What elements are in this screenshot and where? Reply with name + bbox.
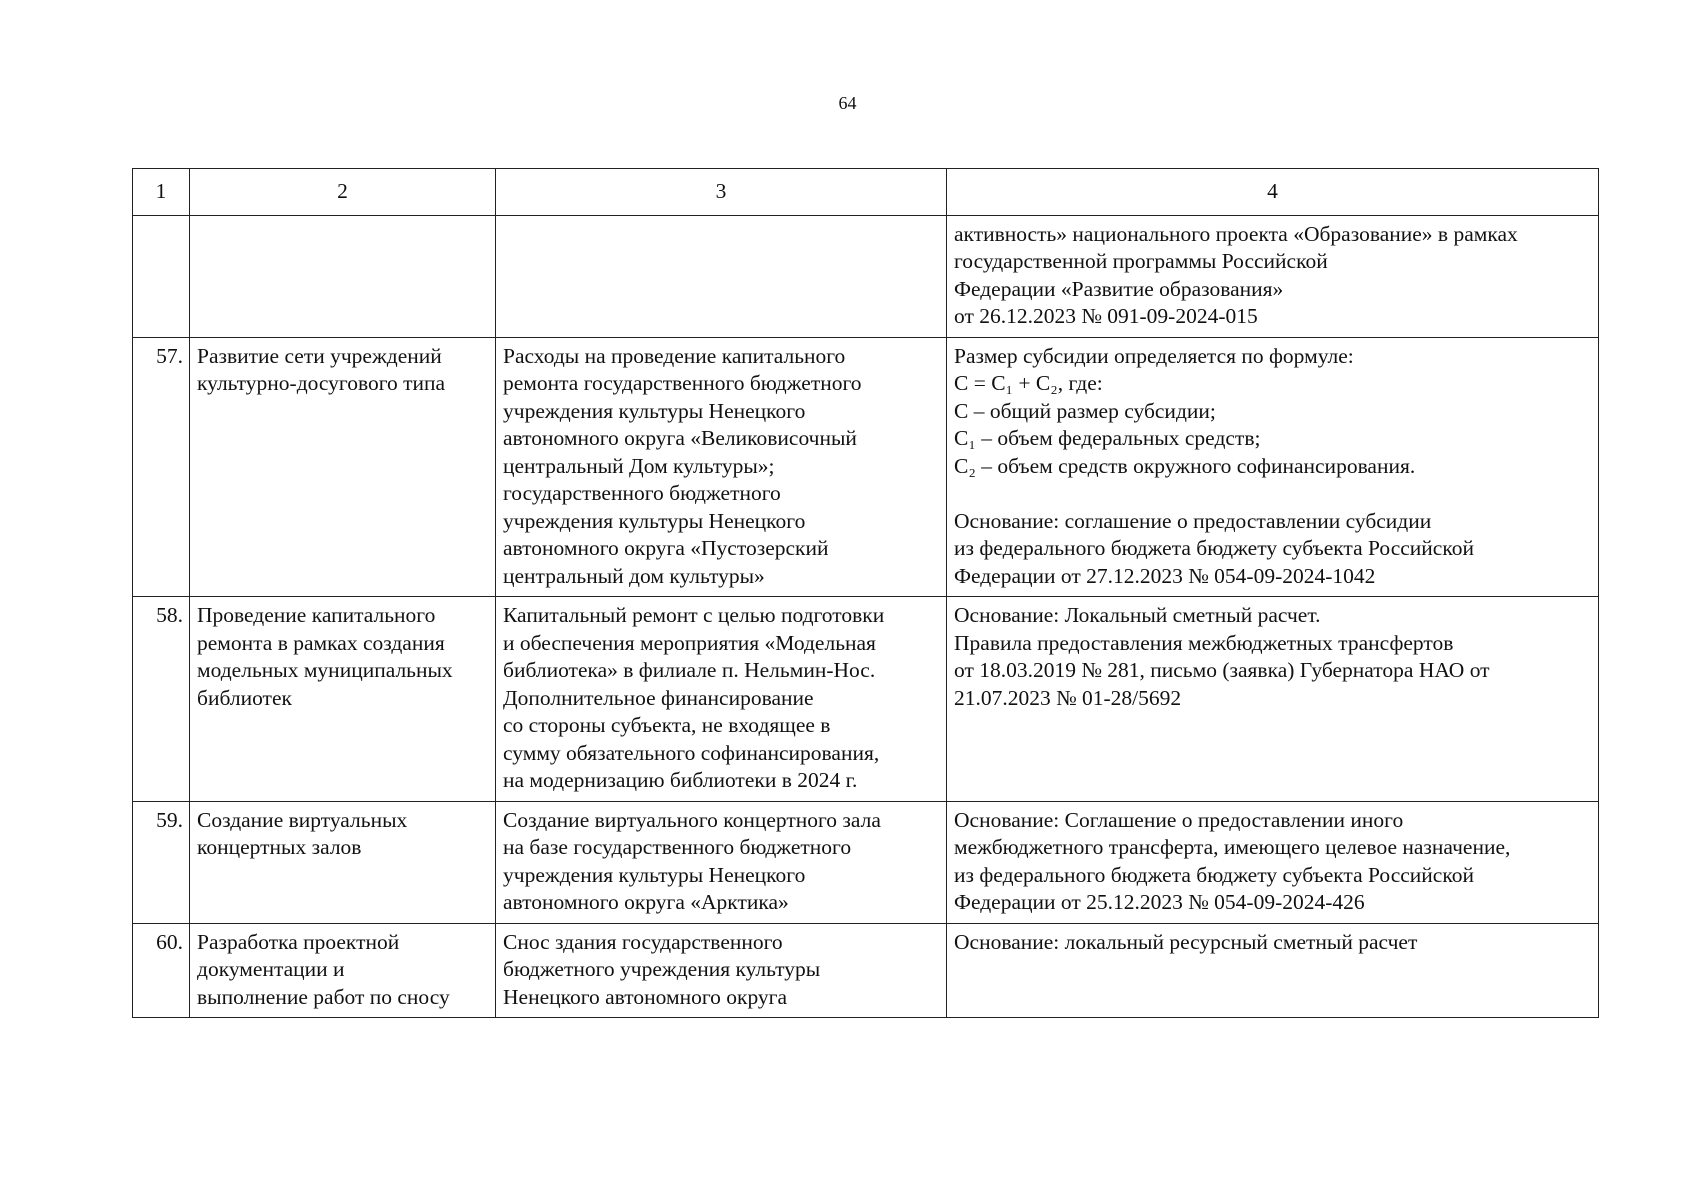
cell-line: центральный дом культуры» xyxy=(503,563,765,588)
cell-line: Создание виртуального концертного зала xyxy=(503,807,881,832)
table-row xyxy=(133,337,1599,597)
cell-line: Дополнительное финансирование xyxy=(503,685,814,710)
cell-line: Федерации «Развитие образования» xyxy=(954,276,1284,301)
cell-line: Основание: Соглашение о предоставлении иного xyxy=(954,807,1404,832)
cell-line: из федерального бюджета бюджету субъекта Российской xyxy=(954,536,1474,560)
cell-line: 21.07.2023 № 01-28/5692 xyxy=(954,685,1182,710)
cell-line: Основание: соглашение о предоставлении субсидии xyxy=(954,508,1432,533)
header-col-4: 4 xyxy=(947,169,1599,216)
cell-line: государственного бюджетного xyxy=(503,481,781,505)
data-table xyxy=(132,168,1599,1018)
cell-line: учреждения культуры Ненецкого xyxy=(503,862,806,887)
cell-line: культурно-досугового типа xyxy=(197,371,446,395)
cell-line: на базе государственного бюджетного xyxy=(503,835,852,859)
cell-line: Проведение капитального xyxy=(197,603,436,627)
header-col-2: 2 xyxy=(190,169,496,216)
table-row xyxy=(133,923,1599,1018)
page-number: 64 xyxy=(838,93,857,113)
cell-col3 xyxy=(496,597,947,802)
cell-line: автономного округа «Пустозерский xyxy=(503,536,829,560)
cell-line: от 26.12.2023 № 091-09-2024-015 xyxy=(954,304,1258,328)
cell-col3 xyxy=(496,923,947,1018)
cell-col2 xyxy=(190,923,496,1018)
cell-line: С₂ – объем средств окружного софинансирования. xyxy=(954,453,1416,478)
cell-line: библиотека» в филиале п. Нельмин-Нос. xyxy=(503,658,876,682)
cell-line: Развитие сети учреждений xyxy=(197,343,442,368)
cell-col3 xyxy=(496,801,947,923)
cell-line: Федерации от 25.12.2023 № 054-09-2024-426 xyxy=(954,890,1365,914)
cell-line: Ненецкого автономного округа xyxy=(503,984,788,1009)
row-number: 59. xyxy=(133,801,190,923)
cell-line: активность» национального проекта «Образование» в рамках xyxy=(954,221,1518,246)
cell-line: Федерации от 27.12.2023 № 054-09-2024-1042 xyxy=(954,563,1376,588)
cell-line: ремонта государственного бюджетного xyxy=(503,371,862,395)
cell-line: ремонта в рамках создания xyxy=(197,630,445,655)
table-row xyxy=(133,597,1599,802)
cell-line: учреждения культуры Ненецкого xyxy=(503,398,806,423)
cell-col4 xyxy=(947,923,1599,1018)
cell-col2 xyxy=(190,597,496,802)
cell-col2 xyxy=(190,337,496,597)
cell-line: Основание: локальный ресурсный сметный расчет xyxy=(954,929,1418,954)
cell-col2 xyxy=(190,801,496,923)
cell-col3 xyxy=(496,215,947,337)
cell-line: и обеспечения мероприятия «Модельная xyxy=(503,630,876,655)
cell-line: на модернизацию библиотеки в 2024 г. xyxy=(503,768,858,792)
cell-col3 xyxy=(496,337,947,597)
cell-line: модельных муниципальных xyxy=(197,658,453,682)
cell-line: Создание виртуальных xyxy=(197,807,408,832)
cell-line: Правила предоставления межбюджетных трансфертов xyxy=(954,630,1454,655)
cell-num xyxy=(133,215,190,337)
cell-line: Разработка проектной xyxy=(197,929,400,954)
row-number: 58. xyxy=(133,597,190,802)
cell-line: из федерального бюджета бюджету субъекта Российской xyxy=(954,862,1474,887)
table-row xyxy=(133,801,1599,923)
cell-col4 xyxy=(947,801,1599,923)
cell-col4 xyxy=(947,215,1599,337)
table-body xyxy=(133,215,1599,1018)
cell-line xyxy=(954,480,1592,508)
cell-line: межбюджетного трансферта, имеющего целевое назначение, xyxy=(954,835,1511,859)
cell-line: государственной программы Российской xyxy=(954,249,1328,273)
cell-col2 xyxy=(190,215,496,337)
cell-line: сумму обязательного софинансирования, xyxy=(503,740,880,765)
cell-line: Снос здания государственного xyxy=(503,929,783,954)
cell-line: концертных залов xyxy=(197,835,362,859)
header-col-1: 1 xyxy=(133,169,190,216)
cell-line: от 18.03.2019 № 281, письмо (заявка) Губернатора НАО от xyxy=(954,658,1490,682)
cell-line: бюджетного учреждения культуры xyxy=(503,957,821,981)
cell-line: Основание: Локальный сметный расчет. xyxy=(954,603,1321,627)
cell-line: Капитальный ремонт с целью подготовки xyxy=(503,603,885,627)
cell-line: С = С₁ + С₂, где: xyxy=(954,371,1103,395)
header-row xyxy=(133,169,1599,216)
cell-col4 xyxy=(947,597,1599,802)
header-col-3: 3 xyxy=(496,169,947,216)
cell-line: библиотек xyxy=(197,685,292,710)
cell-line: со стороны субъекта, не входящее в xyxy=(503,713,831,737)
cell-line: автономного округа «Арктика» xyxy=(503,890,789,914)
cell-line: учреждения культуры Ненецкого xyxy=(503,508,806,533)
cell-line: С – общий размер субсидии; xyxy=(954,398,1216,423)
cell-line: С₁ – объем федеральных средств; xyxy=(954,426,1261,450)
cell-line: документации и xyxy=(197,957,345,981)
cell-line: Размер субсидии определяется по формуле: xyxy=(954,343,1354,368)
row-number: 57. xyxy=(133,337,190,597)
table-row-continuation xyxy=(133,215,1599,337)
cell-col4 xyxy=(947,337,1599,597)
cell-line: центральный Дом культуры»; xyxy=(503,453,775,478)
cell-line: Расходы на проведение капитального xyxy=(503,343,846,368)
row-number: 60. xyxy=(133,923,190,1018)
cell-line: выполнение работ по сносу xyxy=(197,984,450,1009)
cell-line: автономного округа «Великовисочный xyxy=(503,426,857,450)
